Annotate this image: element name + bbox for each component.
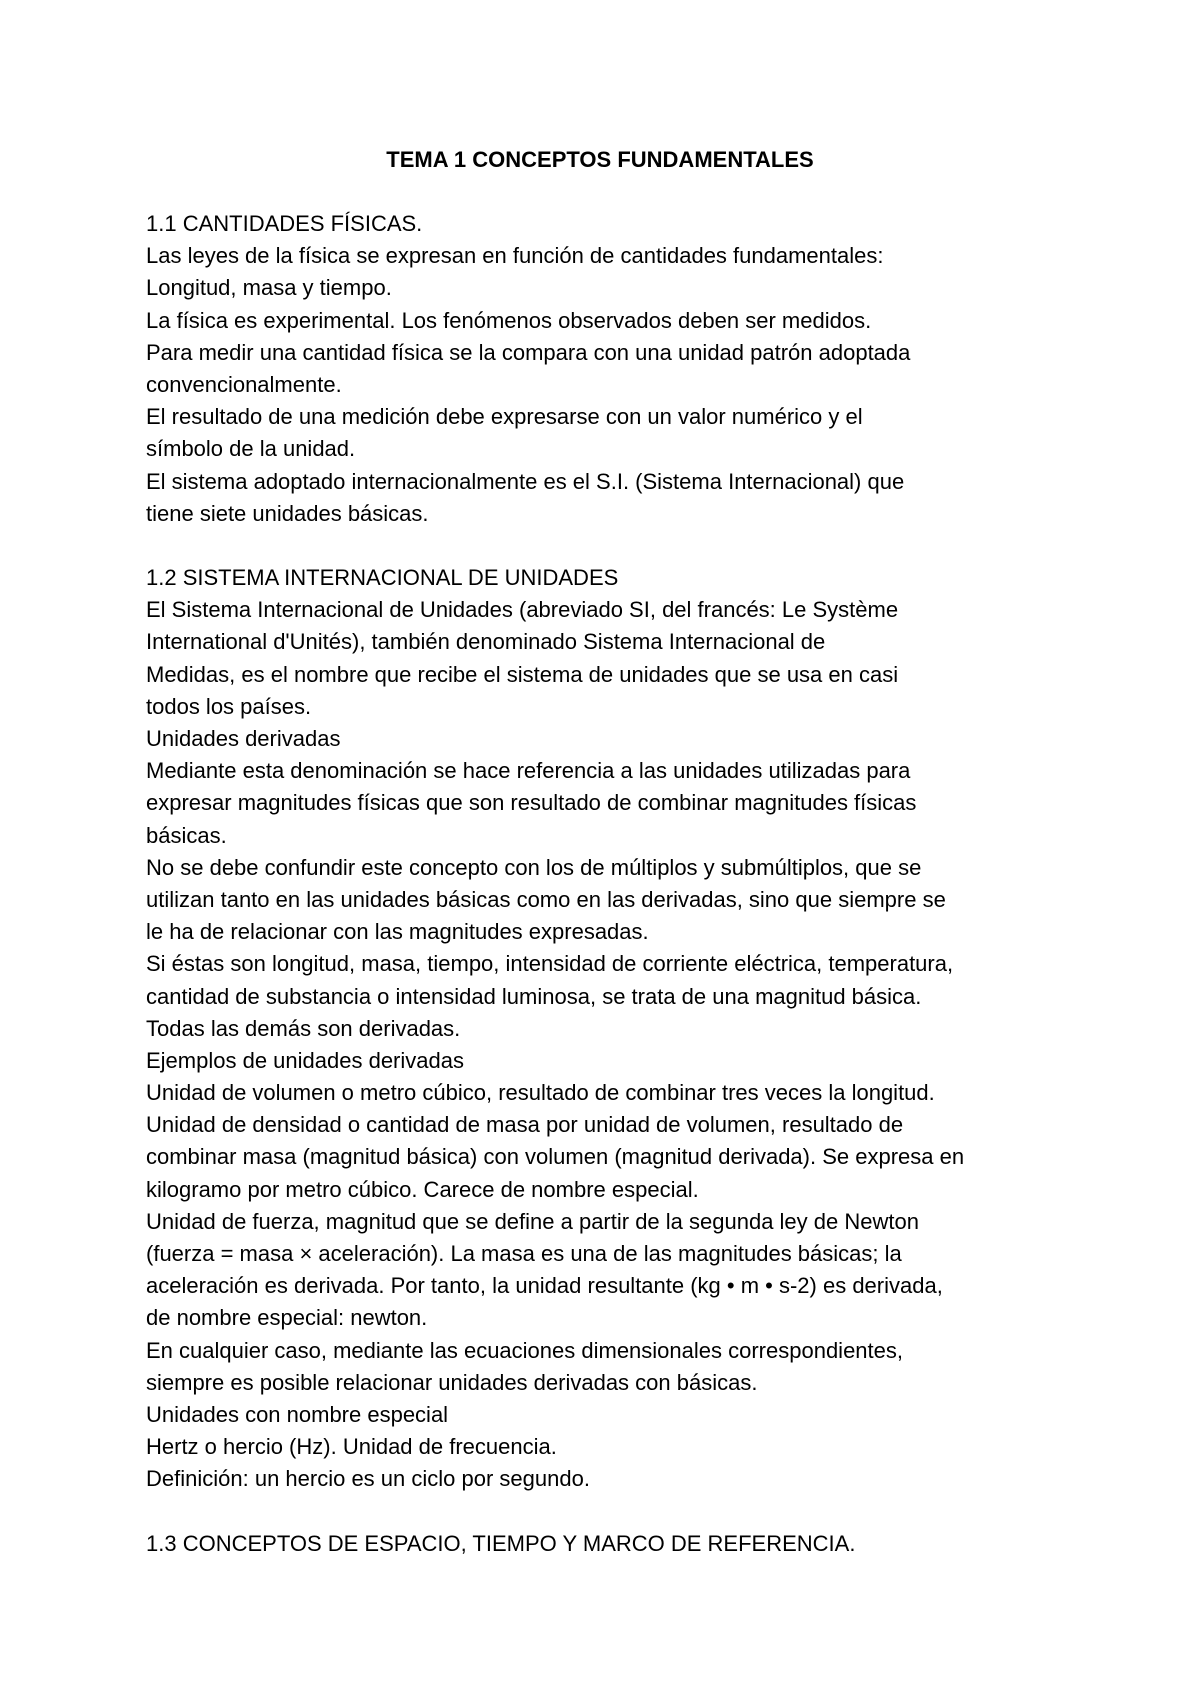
text-line: La física es experimental. Los fenómenos observados deben ser medidos. — [146, 307, 872, 333]
text-line: El resultado de una medición debe expresarse con un valor numérico y el — [146, 404, 863, 430]
text-line: Las leyes de la física se expresan en función de cantidades fundamentales: — [146, 243, 884, 269]
section-heading: 1.2 SISTEMA INTERNACIONAL DE UNIDADES — [146, 565, 619, 591]
text-line: convencionalmente. — [146, 371, 342, 397]
text-line: todos los países. — [146, 693, 312, 719]
document-body — [146, 208, 1076, 1560]
text-line: Para medir una cantidad física se la compara con una unidad patrón adoptada — [146, 339, 911, 365]
text-line: siempre es posible relacionar unidades derivadas con básicas. — [146, 1369, 758, 1395]
text-line: cantidad de substancia o intensidad luminosa, se trata de una magnitud básica. — [146, 983, 922, 1009]
text-line: Unidad de fuerza, magnitud que se define a partir de la segunda ley de Newton — [146, 1208, 919, 1234]
text-line: Hertz o hercio (Hz). Unidad de frecuencia. — [146, 1434, 557, 1460]
text-line: utilizan tanto en las unidades básicas como en las derivadas, sino que siempre se — [146, 886, 946, 912]
text-line: combinar masa (magnitud básica) con volumen (magnitud derivada). Se expresa en — [146, 1144, 965, 1170]
text-line: básicas. — [146, 822, 227, 848]
text-line: Definición: un hercio es un ciclo por segundo. — [146, 1466, 590, 1492]
text-line: No se debe confundir este concepto con los de múltiplos y submúltiplos, que se — [146, 854, 922, 880]
text-line: Medidas, es el nombre que recibe el sistema de unidades que se usa en casi — [146, 661, 899, 687]
text-line: kilogramo por metro cúbico. Carece de nombre especial. — [146, 1176, 699, 1202]
text-line: En cualquier caso, mediante las ecuaciones dimensionales correspondientes, — [146, 1337, 904, 1363]
text-line: El sistema adoptado internacionalmente es el S.I. (Sistema Internacional) que — [146, 468, 905, 494]
text-line: Todas las demás son derivadas. — [146, 1015, 461, 1041]
text-line: Longitud, masa y tiempo. — [146, 275, 392, 301]
text-line: Unidades con nombre especial — [146, 1401, 449, 1427]
text-line: tiene siete unidades básicas. — [146, 500, 429, 526]
text-line: Unidad de densidad o cantidad de masa por unidad de volumen, resultado de — [146, 1112, 904, 1138]
text-line: aceleración es derivada. Por tanto, la unidad resultante (kg • m • s-2) es derivada, — [146, 1273, 943, 1299]
text-line: Mediante esta denominación se hace referencia a las unidades utilizadas para — [146, 758, 911, 784]
text-line: le ha de relacionar con las magnitudes expresadas. — [146, 919, 649, 945]
document-title: TEMA 1 CONCEPTOS FUNDAMENTALES — [386, 147, 814, 172]
text-line: Ejemplos de unidades derivadas — [146, 1047, 464, 1073]
text-line: Unidad de volumen o metro cúbico, resultado de combinar tres veces la longitud. — [146, 1080, 935, 1106]
text-line: International d'Unités), también denominado Sistema Internacional de — [146, 629, 826, 655]
paragraph-gap — [146, 530, 1076, 562]
text-line: Unidades derivadas — [146, 726, 341, 751]
text-line: de nombre especial: newton. — [146, 1305, 428, 1331]
section-heading: 1.3 CONCEPTOS DE ESPACIO, TIEMPO Y MARCO DE REFERENCIA. — [146, 1530, 856, 1556]
section-heading: 1.1 CANTIDADES FÍSICAS. — [146, 211, 423, 236]
text-line: símbolo de la unidad. — [146, 436, 356, 462]
text-line: El Sistema Internacional de Unidades (abreviado SI, del francés: Le Système — [146, 597, 899, 623]
paragraph-gap — [146, 1496, 1076, 1528]
text-line: Si éstas son longitud, masa, tiempo, intensidad de corriente eléctrica, temperatura, — [146, 951, 954, 977]
text-line: (fuerza = masa × aceleración). La masa es una de las magnitudes básicas; la — [146, 1241, 902, 1266]
text-line: expresar magnitudes físicas que son resultado de combinar magnitudes físicas — [146, 790, 917, 816]
